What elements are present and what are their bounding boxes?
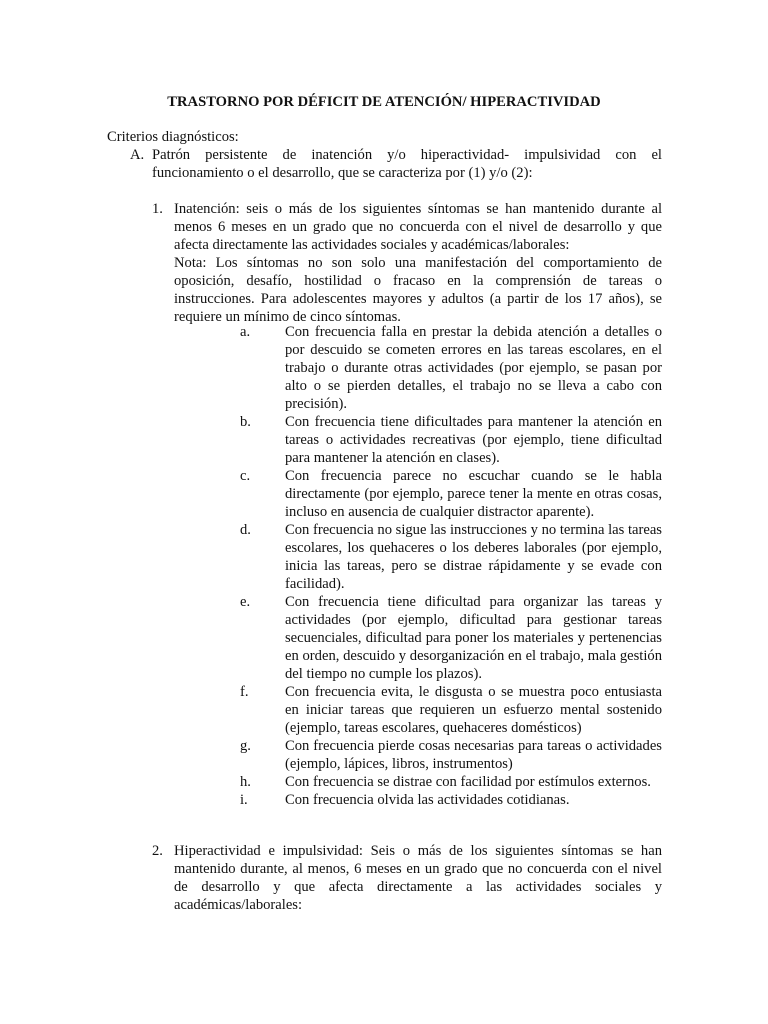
list-item (240, 323, 662, 413)
list-item (240, 791, 662, 809)
section-a (130, 146, 662, 182)
list-item (240, 773, 662, 791)
criterion-1-text: Inatención: seis o más de los siguientes síntomas se han mantenido durante al menos 6 meses en un grado que no concuerda con el nivel de desarrollo y que afecta directamente las actividades sociales y académicas/laborales: (174, 201, 662, 253)
list-item (240, 413, 662, 467)
criterion-1 (152, 200, 662, 326)
section-a-text: Patrón persistente de inatención y/o hiperactividad- impulsividad con el funcionamiento o el desarrollo, que se caracteriza por (1) y/o (2): (152, 147, 662, 181)
symptom-text: Con frecuencia se distrae con facilidad por estímulos externos. (285, 774, 651, 790)
criterion-2-number: 2. (152, 843, 163, 859)
document-title: TRASTORNO POR DÉFICIT DE ATENCIÓN/ HIPERACTIVIDAD (167, 94, 601, 110)
criterion-2 (152, 842, 662, 914)
list-item (240, 683, 662, 737)
symptom-letter: d. (240, 522, 251, 538)
criterion-2-text: Hiperactividad e impulsividad: Seis o más de los siguientes síntomas se han mantenido durante, al menos, 6 meses en un grado que no concuerda con el nivel de desarrollo y que afecta directamente a las actividades sociales y académicas/laborales: (174, 843, 662, 913)
symptom-letter: i. (240, 792, 248, 808)
symptom-list (240, 323, 662, 809)
symptom-letter: e. (240, 594, 251, 610)
criteria-heading: Criterios diagnósticos: (107, 129, 239, 145)
symptom-text: Con frecuencia olvida las actividades cotidianas. (285, 792, 570, 808)
criterion-1-note: Nota: Los síntomas no son solo una manifestación del comportamiento de oposición, desafío, hostilidad o fracaso en la comprensión de tareas o instrucciones. Para adolescentes mayores y adultos (a partir de los 17 años), se requiere un mínimo de cinco síntomas. (174, 255, 662, 325)
symptom-letter: a. (240, 324, 251, 340)
symptom-text: Con frecuencia no sigue las instrucciones y no termina las tareas escolares, los quehaceres o los deberes laborales (por ejemplo, inicia las tareas, pero se distrae rápidamente y se evade con facilidad). (285, 522, 662, 592)
symptom-text: Con frecuencia tiene dificultades para mantener la atención en tareas o actividades recreativas (por ejemplo, tiene dificultad para mantener la atención en clases). (285, 414, 662, 466)
symptom-letter: f. (240, 684, 249, 700)
symptom-letter: g. (240, 738, 251, 754)
symptom-text: Con frecuencia evita, le disgusta o se muestra poco entusiasta en iniciar tareas que requieren un esfuerzo mental sostenido (ejemplo, tareas escolares, quehaceres domésticos) (285, 684, 662, 736)
symptom-letter: h. (240, 774, 251, 790)
symptom-text: Con frecuencia parece no escuchar cuando se le habla directamente (por ejemplo, parece tener la mente en otras cosas, incluso en ausencia de cualquier distractor aparente). (285, 468, 662, 520)
symptom-text: Con frecuencia falla en prestar la debida atención a detalles o por descuido se cometen errores en las tareas escolares, en el trabajo o durante otras actividades (por ejemplo, se pasan por alto o se pierden detalles, el trabajo no se lleva a cabo con precisión). (285, 324, 662, 412)
section-a-marker: A. (130, 147, 145, 163)
list-item (240, 467, 662, 521)
list-item (240, 593, 662, 683)
criterion-1-number: 1. (152, 201, 163, 217)
list-item (240, 737, 662, 773)
list-item (240, 521, 662, 593)
symptom-letter: c. (240, 468, 251, 484)
symptom-text: Con frecuencia pierde cosas necesarias para tareas o actividades (ejemplo, lápices, libros, instrumentos) (285, 738, 662, 772)
symptom-letter: b. (240, 414, 251, 430)
symptom-text: Con frecuencia tiene dificultad para organizar las tareas y actividades (por ejemplo, dificultad para gestionar tareas secuenciales, dificultad para poner los materiales y pertenencias en orden, descuido y desorganización en el trabajo, mala gestión del tiempo no cumple los plazos). (285, 594, 662, 682)
